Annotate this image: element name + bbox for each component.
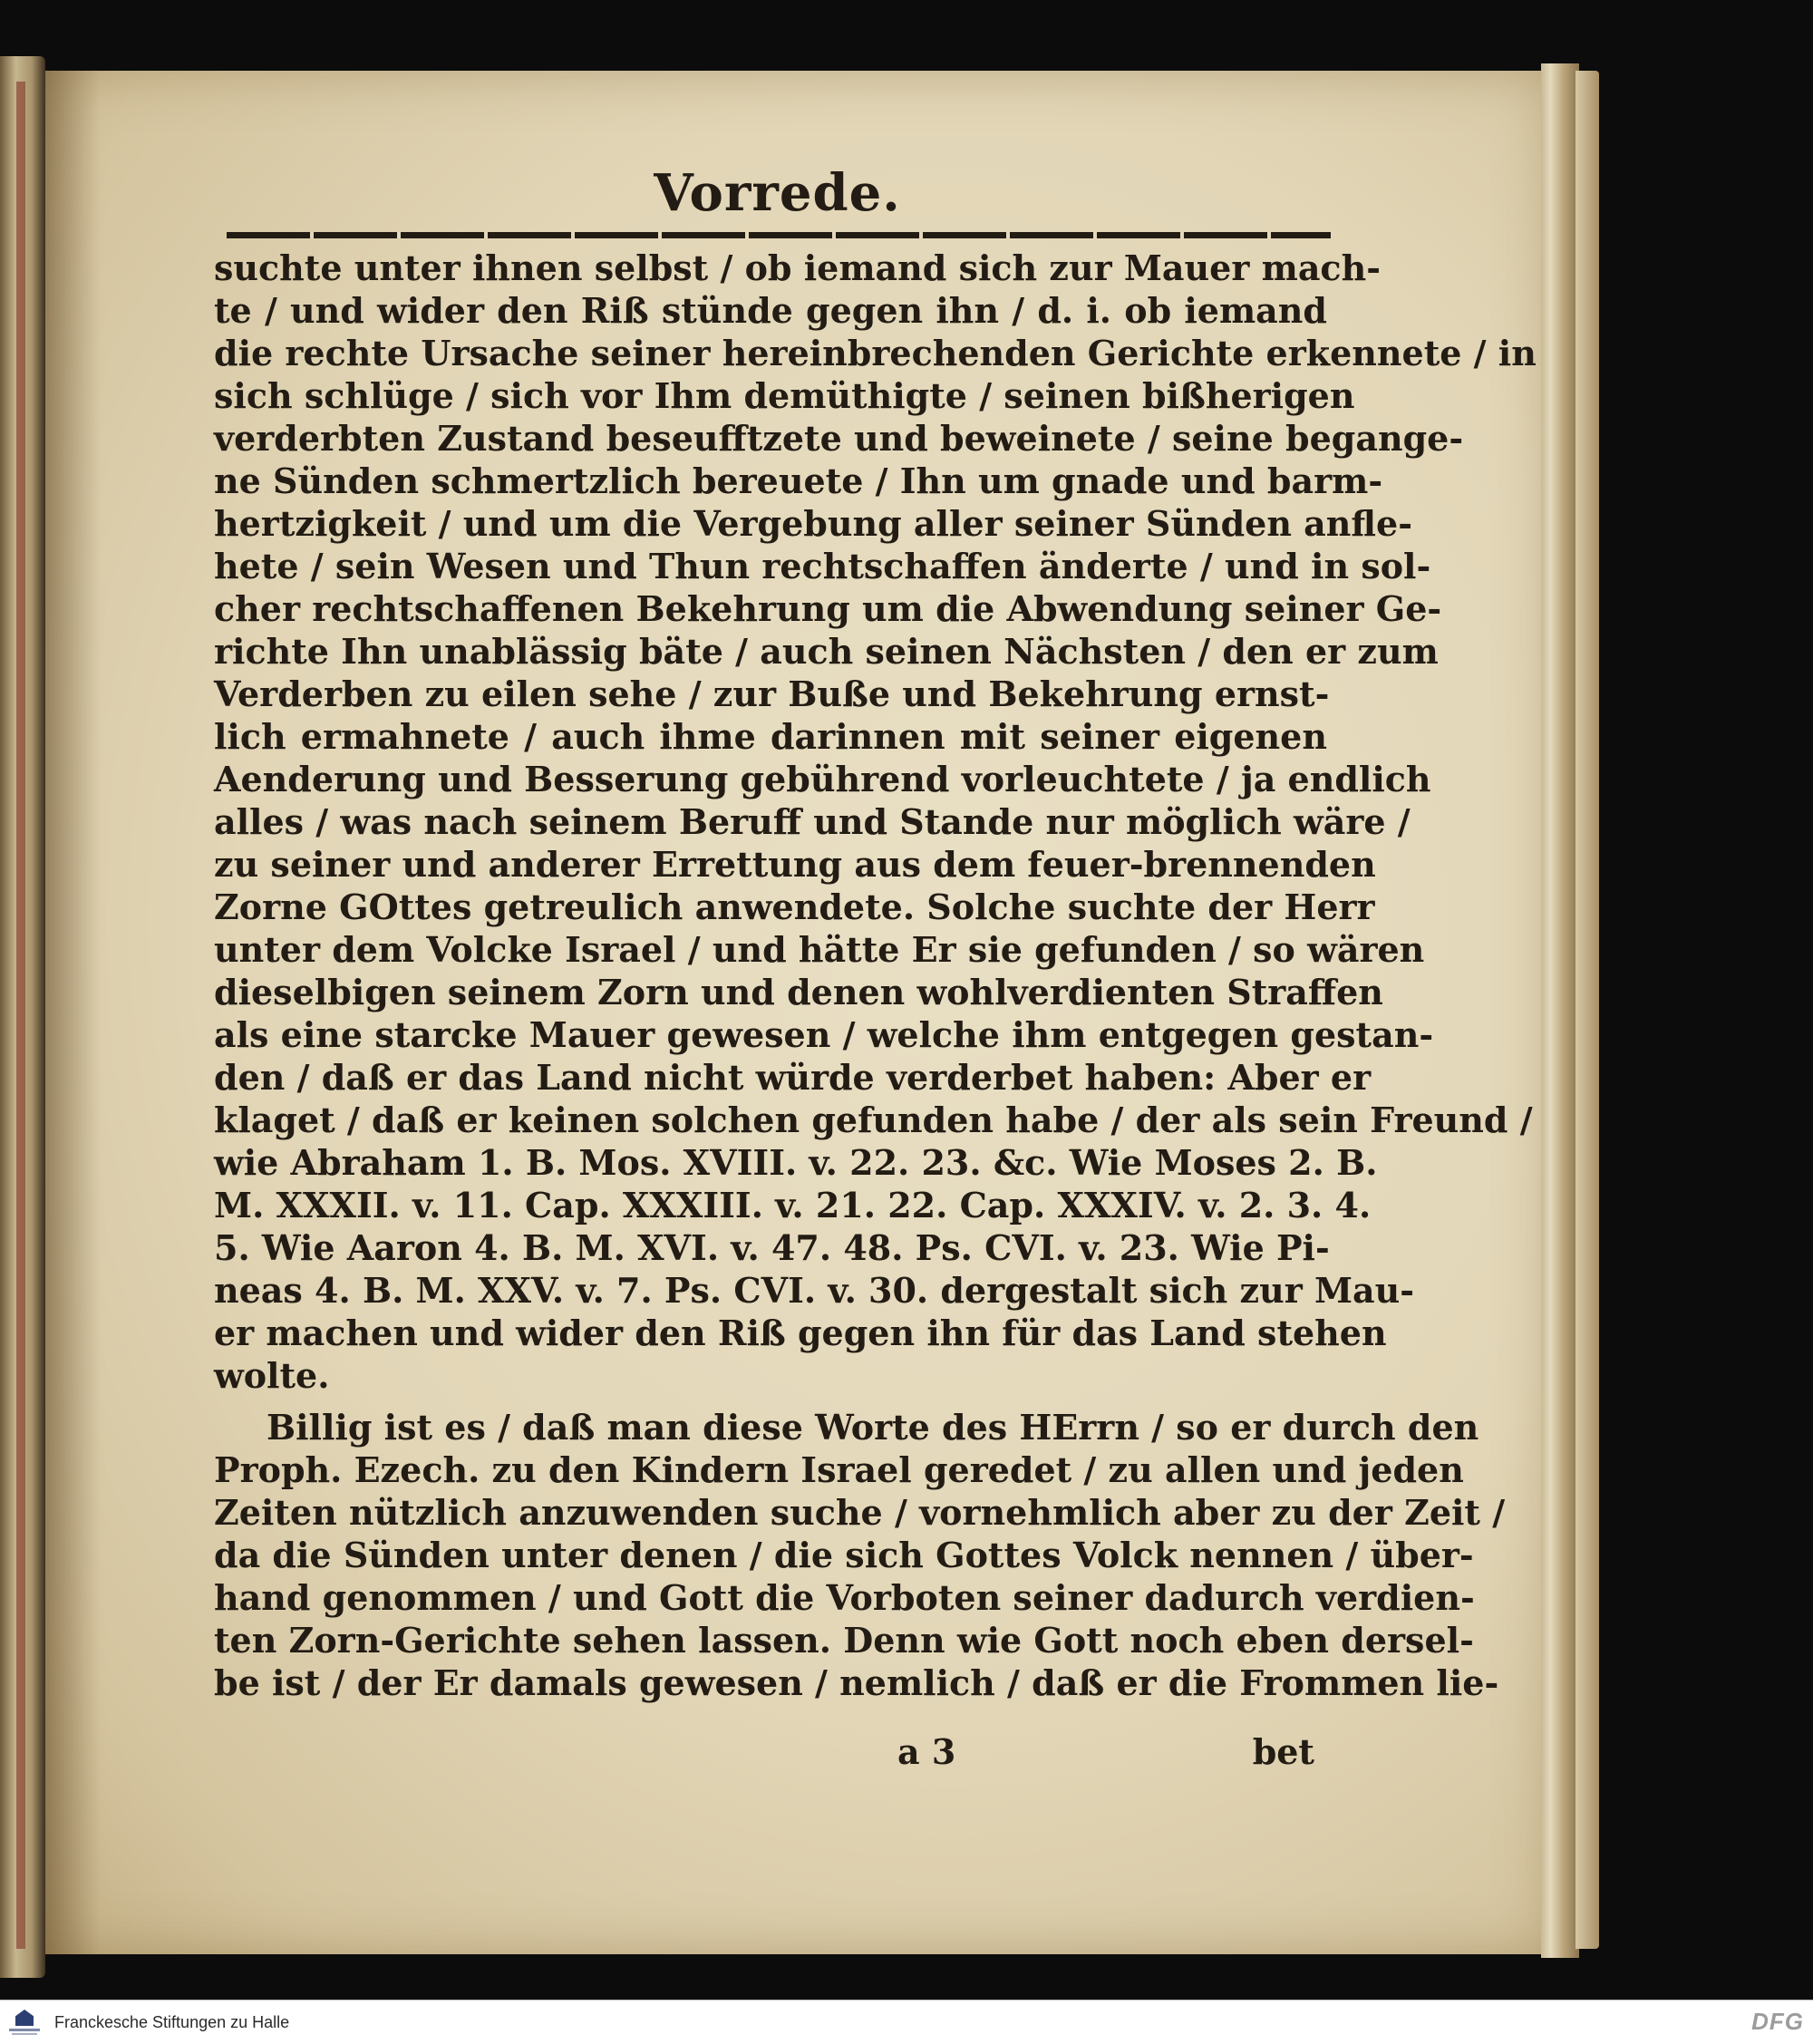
text-line: Verderben zu eilen sehe / zur Buße und Bekehrung ernst-	[214, 673, 1330, 714]
text-line: hand genommen / und Gott die Vorboten seiner dadurch verdien-	[214, 1577, 1475, 1618]
text-line: alles / was nach seinem Beruff und Stande nur möglich wäre /	[214, 801, 1411, 842]
page-body	[214, 247, 1537, 1704]
header-rule	[227, 232, 1331, 238]
page-stack-edge	[1541, 63, 1579, 1958]
text-line: Zeiten nützlich anzuwenden suche / vornehmlich aber zu der Zeit /	[214, 1492, 1506, 1533]
text-line: ne Sünden schmertzlich bereuete / Ihn um gnade und barm-	[214, 460, 1383, 501]
text-line: Aenderung und Besserung gebührend vorleuchtete / ja endlich	[214, 759, 1431, 799]
text-line: wie Abraham 1. B. Mos. XVIII. v. 22. 23. &c. Wie Moses 2. B.	[214, 1142, 1378, 1183]
text-line: cher rechtschaffenen Bekehrung um die Abwendung seiner Ge-	[214, 588, 1442, 629]
text-line: Zorne GOttes getreulich anwendete. Solche suchte der Herr	[214, 886, 1375, 927]
cover-edge	[16, 82, 25, 1949]
text-line: hete / sein Wesen und Thun rechtschaffen änderte / und in sol-	[214, 546, 1431, 586]
institution-name[interactable]: Franckesche Stiftungen zu Halle	[54, 2012, 290, 2031]
institution-logo-icon[interactable]	[4, 2001, 45, 2043]
text-line: er machen und wider den Riß gegen ihn für das Land stehen	[214, 1313, 1387, 1353]
running-header: Vorrede.	[654, 163, 901, 223]
text-line: klaget / daß er keinen solchen gefunden habe / der als sein Freund /	[214, 1099, 1533, 1140]
text-line: zu seiner und anderer Errettung aus dem feuer-brennenden	[214, 844, 1376, 885]
text-line: neas 4. B. M. XXV. v. 7. Ps. CVI. v. 30. dergestalt sich zur Mau-	[214, 1270, 1415, 1311]
text-line: ten Zorn-Gerichte sehen lassen. Denn wie Gott noch eben dersel-	[214, 1620, 1474, 1661]
page-footer	[897, 1731, 1314, 1772]
text-line: den / daß er das Land nicht würde verderbet haben: Aber er	[214, 1057, 1372, 1098]
text-line: unter dem Volcke Israel / und hätte Er sie gefunden / so wären	[214, 929, 1425, 970]
text-line: Proph. Ezech. zu den Kindern Israel geredet / zu allen und jeden	[214, 1449, 1464, 1490]
text-line: als eine starcke Mauer gewesen / welche ihm entgegen gestan-	[214, 1014, 1434, 1055]
text-line: suchte unter ihnen selbst / ob iemand sich zur Mauer mach-	[214, 247, 1381, 288]
text-line: lich ermahnete / auch ihme darinnen mit seiner eigenen	[214, 716, 1327, 757]
text-line: be ist / der Er damals gewesen / nemlich / daß er die Frommen lie-	[214, 1662, 1499, 1703]
text-line: da die Sünden unter denen / die sich Gottes Volck nennen / über-	[214, 1535, 1474, 1575]
text-line: die rechte Ursache seiner hereinbrechenden Gerichte erkennete / in	[214, 333, 1537, 373]
cover-right-edge	[1575, 71, 1599, 1949]
gutter-shadow	[45, 71, 100, 1954]
viewer-footer-bar	[0, 2000, 1813, 2044]
catchword: bet	[1252, 1731, 1314, 1772]
text-line: verderbten Zustand beseufftzete und beweinete / seine begange-	[214, 418, 1464, 459]
text-line: 5. Wie Aaron 4. B. M. XVI. v. 47. 48. Ps. CVI. v. 23. Wie Pi-	[214, 1227, 1330, 1268]
text-line: M. XXXII. v. 11. Cap. XXXIII. v. 21. 22. Cap. XXXIV. v. 2. 3. 4.	[214, 1185, 1372, 1225]
dfg-logo: DFG	[1751, 2008, 1804, 2035]
text-line: te / und wider den Riß stünde gegen ihn / d. i. ob iemand	[214, 290, 1327, 331]
text-line: wolte.	[214, 1355, 330, 1396]
text-line: dieselbigen seinem Zorn und denen wohlverdienten Straffen	[214, 972, 1383, 1012]
text-line: sich schlüge / sich vor Ihm demüthigte / seinen bißherigen	[214, 375, 1355, 416]
signature-mark: a 3	[897, 1731, 956, 1772]
text-line: richte Ihn unablässig bäte / auch seinen Nächsten / den er zum	[214, 631, 1439, 672]
text-line: hertzigkeit / und um die Vergebung aller seiner Sünden anfle-	[214, 503, 1413, 544]
text-line: Billig ist es / daß man diese Worte des HErrn / so er durch den	[267, 1407, 1479, 1448]
